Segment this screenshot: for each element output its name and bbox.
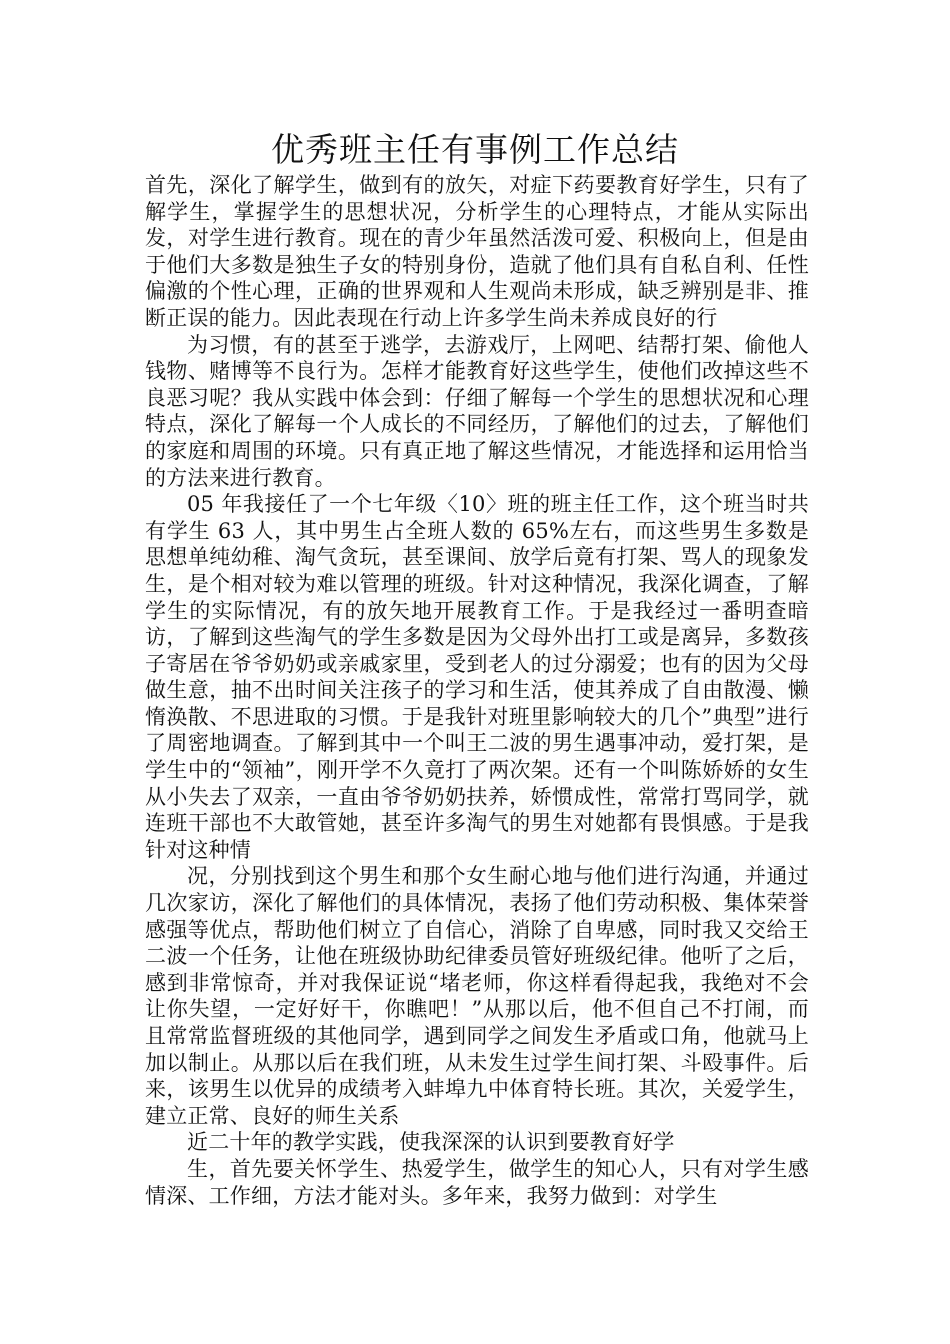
paragraph: 近二十年的教学实践，使我深深的认识到要教育好学 xyxy=(187,1130,675,1155)
document-body xyxy=(145,172,809,1209)
paragraph: 首先，深化了解学生，做到有的放矢，对症下药要教育好学生，只有了解学生，掌握学生的思想状况，分析学生的心理特点，才能从实际出发，对学生进行教育。现在的青少年虽然活泼可爱、积极向上，但是由于他们大多数是独生子女的特别身份，造就了他们具有自私自利、任性偏激的个性心理，正确的世界观和人生观尚未形成，缺乏辨别是非、推断正误的能力。因此表现在行动上许多学生尚未养成良好的行 xyxy=(145,173,809,330)
paragraph: 05 年我接任了一个七年级〈10〉班的班主任工作，这个班当时共有学生 63 人，其中男生占全班人数的 65%左右，而这些男生多数是思想单纯幼稚、淘气贪玩，甚至课间、放学后竟有打架、骂人的现象发生，是个相对较为难以管理的班级。针对这种情况，我深化调查，了解学生的实际情况，有的放矢地开展教育工作。于是我经过一番明查暗访，了解到这些淘气的学生多数是因为父母外出打工或是离异，多数孩子寄居在爷爷奶奶或亲戚家里，受到老人的过分溺爱；也有的因为父母做生意，抽不出时间关注孩子的学习和生活，使其养成了自由散漫、懒惰涣散、不思进取的习惯。于是我针对班里影响较大的几个”典型”进行了周密地调查。了解到其中一个叫王二波的男生遇事冲动，爱打架，是学生中的“领袖”，刚开学不久竟打了两次架。还有一个叫陈娇娇的女生从小失去了双亲，一直由爷爷奶奶扶养，娇惯成性，常常打骂同学，就连班干部也不大敢管她，甚至许多淘气的男生对她都有畏惧感。于是我针对这种情 xyxy=(145,492,809,862)
document-title: 优秀班主任有事例工作总结 xyxy=(271,130,679,169)
paragraph: 况，分别找到这个男生和那个女生耐心地与他们进行沟通，并通过几次家访，深化了解他们的具体情况，表扬了他们劳动积极、集体荣誉感强等优点，帮助他们树立了自信心，消除了自卑感，同时我又交给王二波一个任务，让他在班级协助纪律委员管好班级纪律。他听了之后，感到非常惊奇，并对我保证说“堵老师，你这样看得起我，我绝对不会让你失望，一定好好干，你瞧吧！”从那以后，他不但自己不打闹，而且常常监督班级的其他同学，遇到同学之间发生矛盾或口角，他就马上加以制止。从那以后在我们班，从未发生过学生间打架、斗殴事件。后来，该男生以优异的成绩考入蚌埠九中体育特长班。其次，关爱学生，建立正常、良好的师生关系 xyxy=(145,864,809,1128)
paragraph: 为习惯，有的甚至于逃学，去游戏厅，上网吧、结帮打架、偷他人钱物、赌博等不良行为。怎样才能教育好这些学生，使他们改掉这些不良恶习呢？我从实践中体会到：仔细了解每一个学生的思想状况和心理特点，深化了解每一个人成长的不同经历，了解他们的过去，了解他们的家庭和周围的环境。只有真正地了解这些情况，才能选择和运用恰当的方法来进行教育。 xyxy=(145,332,809,490)
paragraph: 生，首先要关怀学生、热爱学生，做学生的知心人，只有对学生感情深、工作细，方法才能对头。多年来，我努力做到：对学生 xyxy=(145,1156,809,1208)
